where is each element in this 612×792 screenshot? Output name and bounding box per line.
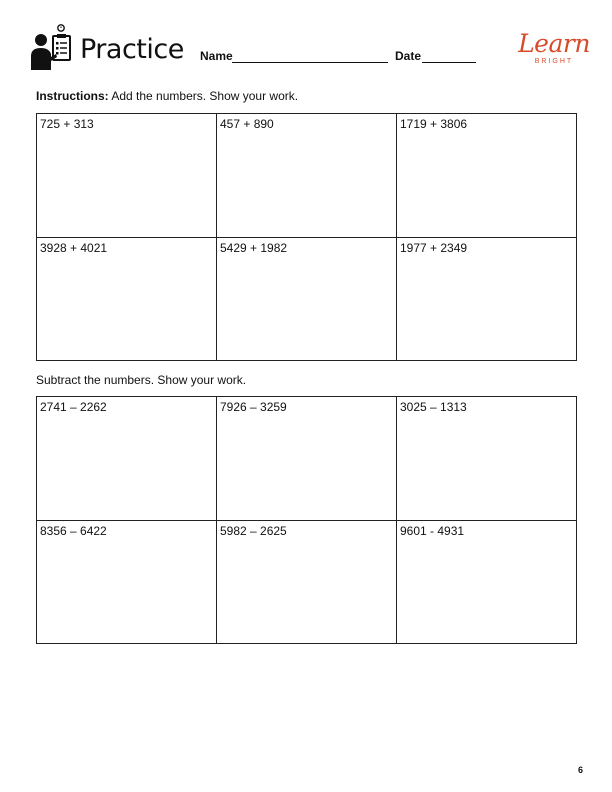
addition-problem-grid: [36, 113, 577, 361]
addition-problem-cell[interactable]: 457 + 890: [217, 114, 397, 238]
name-label: Name: [200, 49, 233, 63]
page-number: 6: [578, 765, 584, 775]
logo-learn-text: Learn: [518, 29, 590, 58]
worksheet-header: [30, 24, 590, 74]
logo-bright-text: BRIGHT: [534, 58, 574, 65]
subtraction-problem-cell[interactable]: 3025 – 1313: [397, 397, 577, 521]
addition-problem-cell[interactable]: 3928 + 4021: [37, 237, 217, 361]
addition-instructions-text: Add the numbers. Show your work.: [108, 89, 299, 103]
page-title: Practice: [80, 34, 184, 65]
practice-person-icon: [30, 24, 74, 72]
subtraction-problem-cell[interactable]: 7926 – 3259: [217, 397, 397, 521]
addition-instructions: [36, 89, 298, 103]
subtraction-problem-cell[interactable]: 9601 - 4931: [397, 520, 577, 644]
addition-problem-cell[interactable]: 1977 + 2349: [397, 237, 577, 361]
subtraction-problem-cell[interactable]: 5982 – 2625: [217, 520, 397, 644]
subtraction-problem-cell[interactable]: 2741 – 2262: [37, 397, 217, 521]
addition-problem-cell[interactable]: 5429 + 1982: [217, 237, 397, 361]
date-blank-line[interactable]: [422, 62, 476, 63]
instructions-label: Instructions:: [36, 89, 109, 103]
addition-problem-cell[interactable]: 1719 + 3806: [397, 114, 577, 238]
subtraction-problem-grid: [36, 396, 577, 644]
subtraction-instructions: Subtract the numbers. Show your work.: [36, 373, 247, 387]
subtraction-problem-cell[interactable]: 8356 – 6422: [37, 520, 217, 644]
addition-problem-cell[interactable]: 725 + 313: [37, 114, 217, 238]
date-label: Date: [395, 49, 422, 63]
learn-bright-logo: [518, 30, 590, 74]
name-blank-line[interactable]: [232, 62, 388, 63]
